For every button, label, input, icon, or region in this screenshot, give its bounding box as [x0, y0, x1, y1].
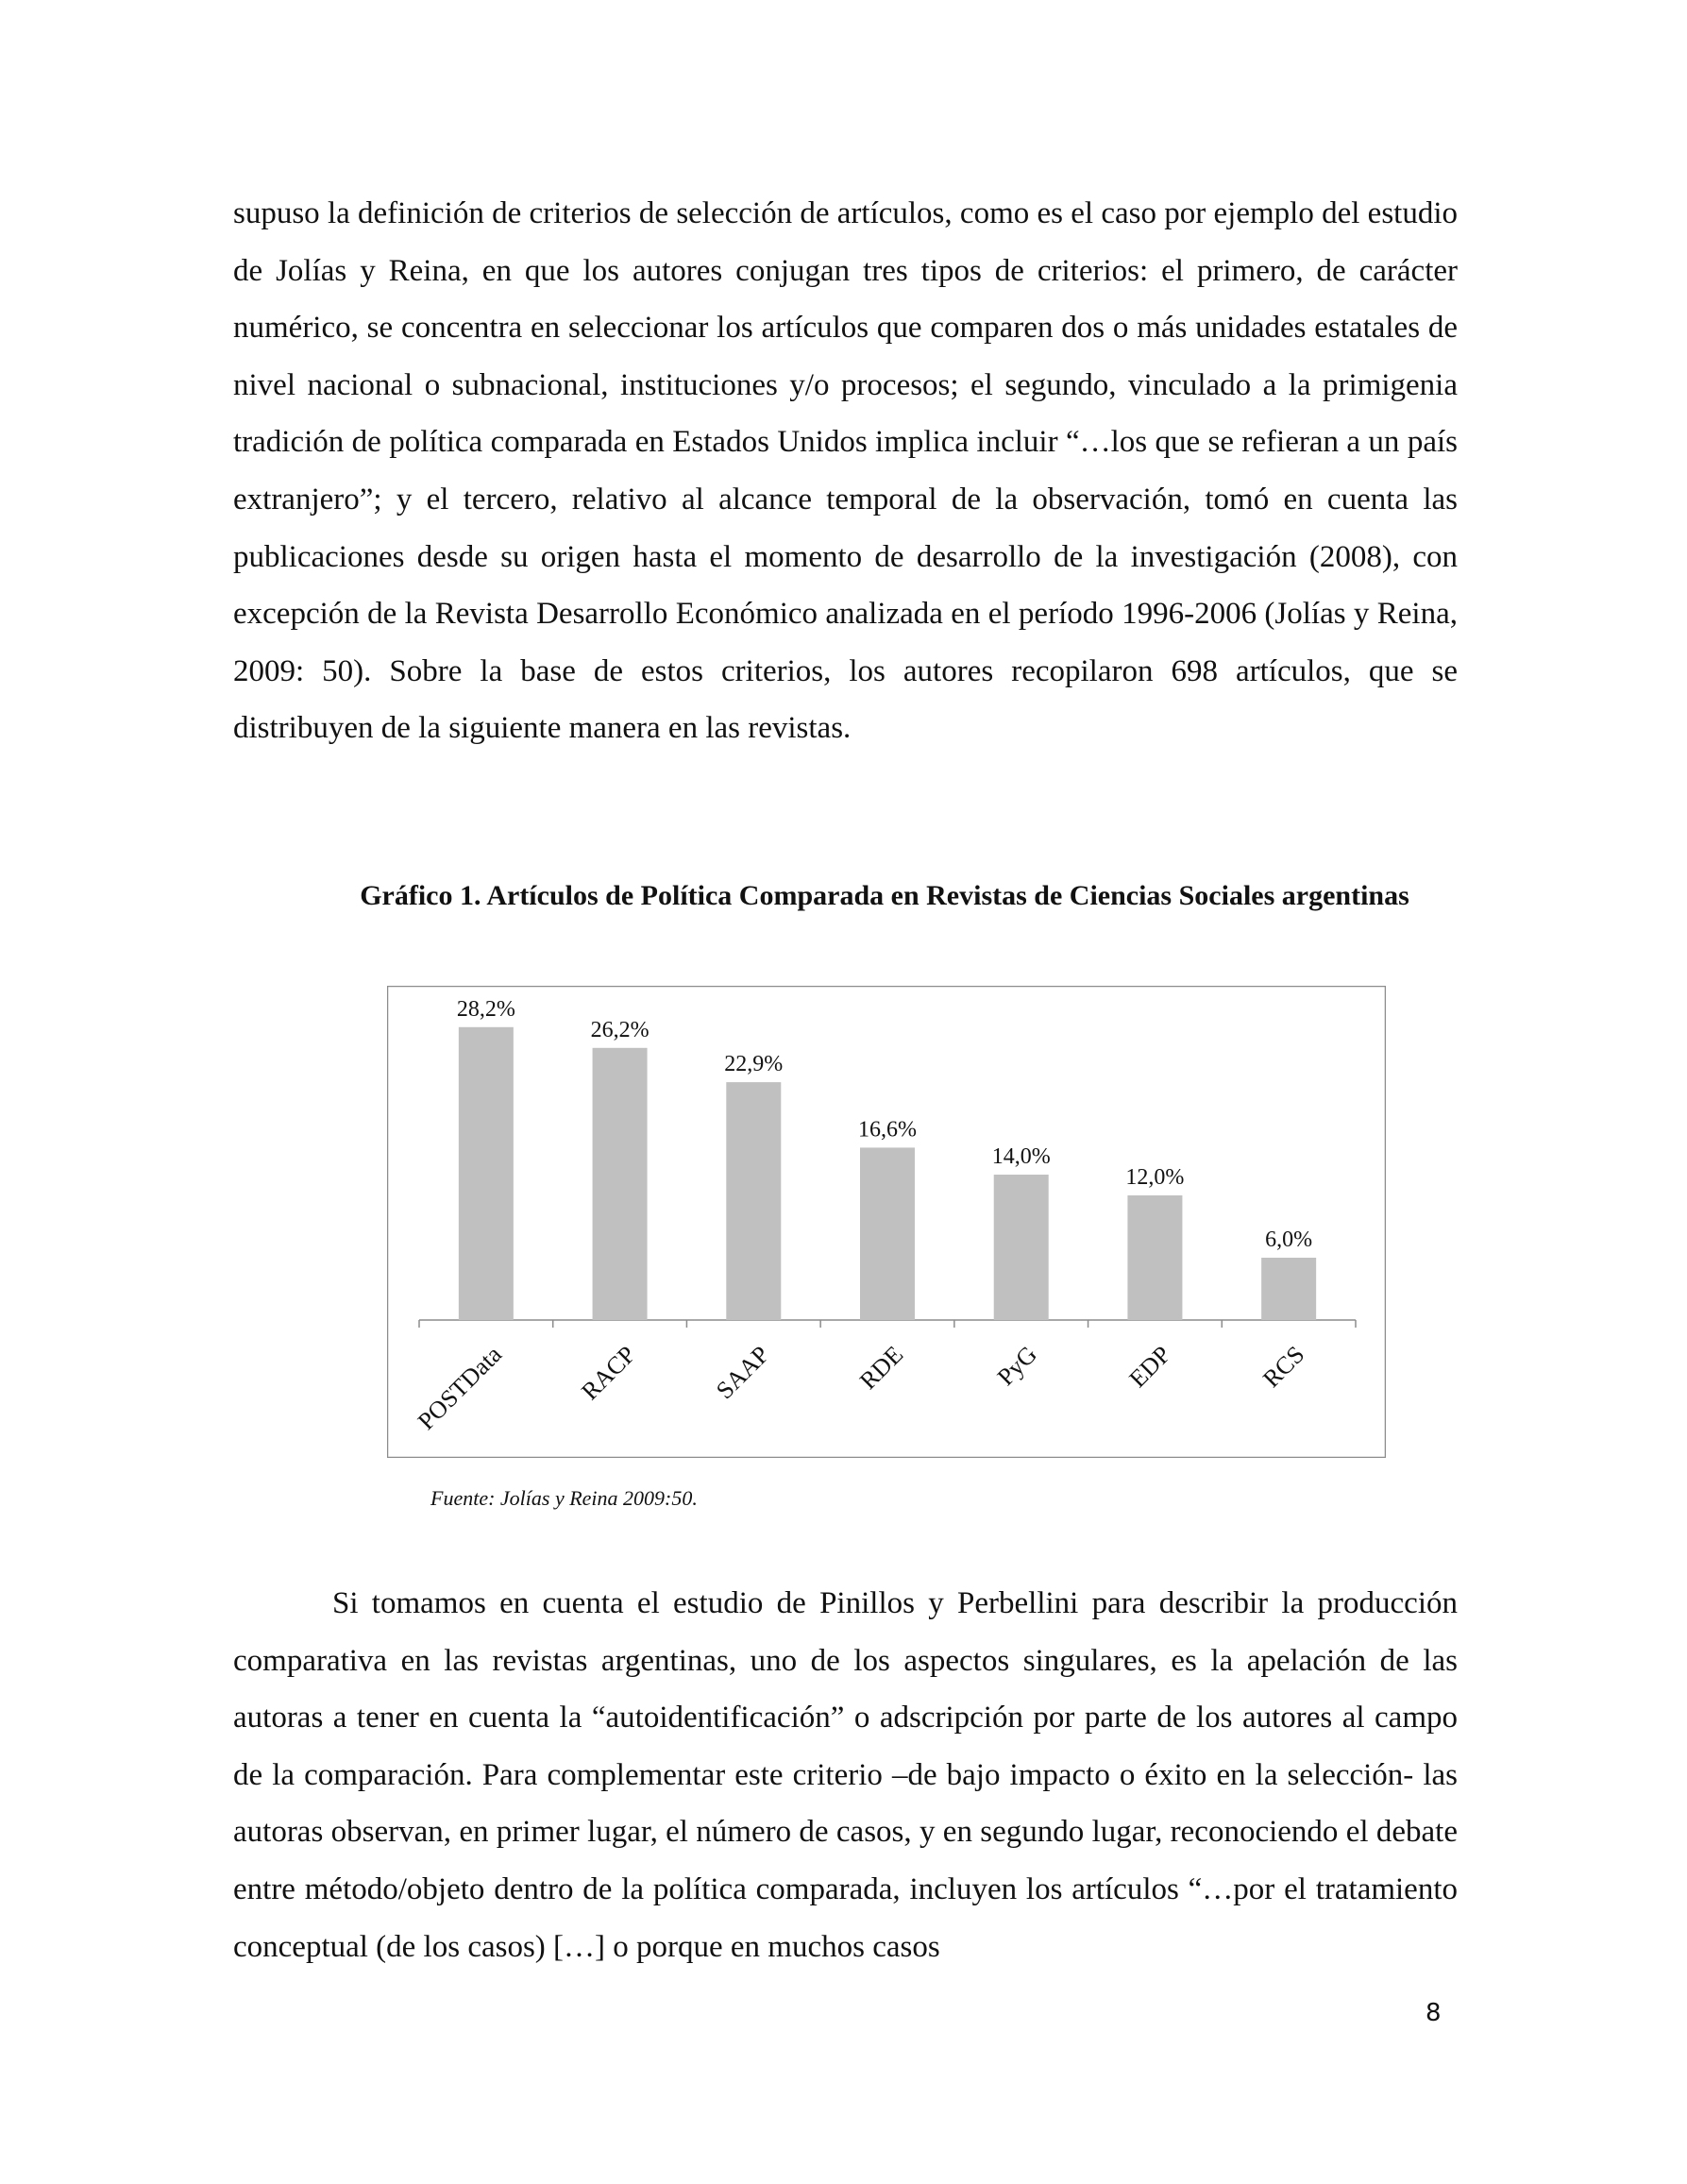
bar-rde: [860, 1147, 915, 1320]
tick-label: RDE: [853, 1340, 909, 1396]
bar-saap: [726, 1082, 781, 1320]
paragraph-1: supuso la definición de criterios de selección de artículos, como es el caso por ejemplo del estudio de Jolías y Reina, en que los autores conjugan tres tipos de criterios: el primero, de carácter numérico, se concentra en seleccionar los artículos que comparen dos o más unidades estatales de nivel nacional o subnacional, instituciones y/o procesos; el segundo, vinculado a la primigenia tradición de política comparada en Estados Unidos implica incluir “…los que se refieran a un país extranjero”; y el tercero, relativo al alcance temporal de la observación, tomó en cuenta las publicaciones desde su origen hasta el momento de desarrollo de la investigación (2008), con excepción de la Revista Desarrollo Económico analizada en el período 1996-2006 (Jolías y Reina, 2009: 50). Sobre la base de estos criterios, los autores recopilaron 698 artículos, que se distribuyen de la siguiente manera en las revistas.: [233, 196, 1458, 746]
data-label: 6,0%: [1265, 1227, 1313, 1252]
bar-rcs: [1261, 1258, 1316, 1320]
data-label: 14,0%: [991, 1144, 1051, 1169]
tick-label: RACP: [576, 1340, 641, 1406]
bar-pyg: [994, 1175, 1049, 1320]
data-label: 12,0%: [1125, 1165, 1185, 1190]
data-label: 16,6%: [858, 1117, 917, 1143]
paragraph-2: Si tomamos en cuenta el estudio de Pinillos y Perbellini para describir la producción comparativa en las revistas argentinas, uno de los aspectos singulares, es la apelación de las autoras a tener en cuenta la “autoidentificación” o adscripción por parte de los autores al campo de la comparación. Para complementar este criterio –de bajo impacto o éxito en la selección- las autoras observan, en primer lugar, el número de casos, y en segundo lugar, reconociendo el debate entre método/objeto dentro de la política comparada, incluyen los artículos “…por el tratamiento conceptual (de los casos) […] o porque en muchos casos: [233, 1586, 1458, 1964]
data-label: 26,2%: [590, 1017, 649, 1042]
figure-caption: Gráfico 1. Artículos de Política Comparada en Revistas de Ciencias Sociales argentinas: [360, 880, 1409, 911]
tick-label: SAAP: [711, 1340, 775, 1405]
tick-label: PyG: [991, 1340, 1042, 1391]
data-label: 22,9%: [724, 1052, 784, 1077]
tick-label: POSTData: [412, 1340, 508, 1435]
bar-postdata: [459, 1027, 514, 1320]
data-label: 28,2%: [456, 996, 515, 1022]
bar-chart: [387, 986, 1386, 1458]
tick-label: RCS: [1257, 1340, 1310, 1394]
bar-edp: [1127, 1195, 1182, 1320]
page-number: 8: [1426, 1999, 1442, 2027]
bar-chart-svg: [387, 986, 1386, 1458]
tick-label: EDP: [1123, 1340, 1176, 1393]
bar-racp: [593, 1048, 648, 1320]
figure-source: Fuente: Jolías y Reina 2009:50.: [430, 1486, 698, 1510]
